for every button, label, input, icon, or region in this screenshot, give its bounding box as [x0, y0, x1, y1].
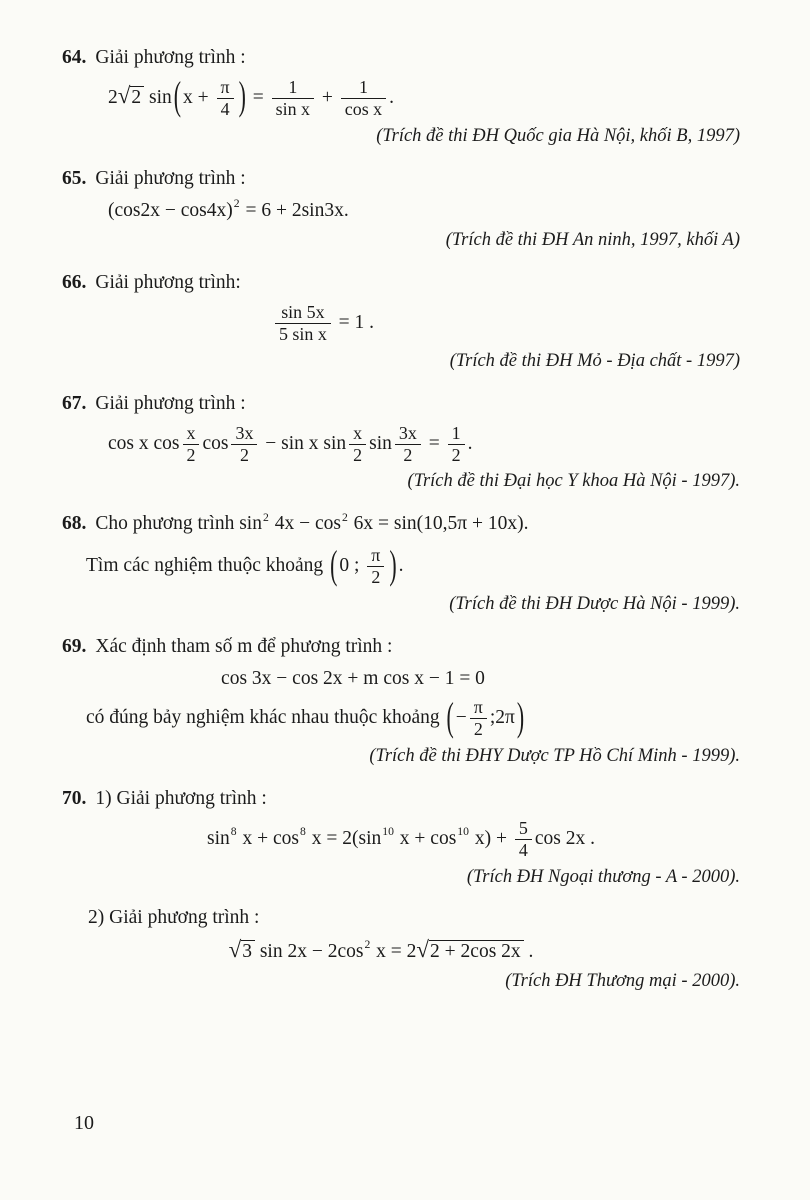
problem-67-attribution: (Trích đề thi Đại học Y khoa Hà Nội - 1997). — [407, 471, 740, 492]
problem-66-attribution: (Trích đề thi ĐH Mỏ - Địa chất - 1997) — [449, 350, 740, 371]
problem-66-equation: $\frac{\sin 5x}{\text{5 sin x}}$ = 1 . — [62, 303, 584, 344]
problem-64-head — [62, 44, 740, 71]
problem-65 — [62, 165, 740, 253]
problem-66 — [62, 269, 740, 374]
problem-67-equation: cos x cos $\frac{x}{2}$ cos $\frac{3x}{2}$ − sin x sin $\frac{x}{2}$ sin $\frac{3x}{2}$ = $\frac{1}{2}$ . — [108, 422, 473, 465]
problem-68-head — [62, 510, 740, 539]
problem-70-part2-equation: √3 $\sin 2x - 2\cos^2$ x = 2√2 + 2cos 2x . — [228, 935, 534, 962]
problem-68-attribution: (Trích đề thi ĐH Dược Hà Nội - 1999). — [449, 594, 740, 614]
problem-66-head — [62, 269, 740, 296]
problem-69-title: Xác định tham số m để phương trình : — [95, 636, 393, 657]
problem-69 — [62, 633, 740, 769]
problem-65-title: Giải phương trình : — [95, 167, 246, 189]
problem-69-head — [62, 633, 740, 660]
problem-64-equation: 2√2 sin( x + $\frac{\pi}{4}$ ) = $\frac{1}{\text{sin x}}$ + $\frac{1}{\text{cos x}}$ . — [108, 74, 395, 119]
problem-70-head — [62, 785, 740, 812]
problem-67-number: 67. — [62, 392, 87, 414]
page-number: 10 — [74, 1112, 94, 1134]
problem-70-part2-attribution: (Trích ĐH Thương mại - 2000). — [505, 971, 740, 992]
problem-69-equation: cos 3x − cos 2x + m cos x − 1 = 0 — [221, 668, 485, 689]
problem-64-number: 64. — [62, 47, 87, 68]
problem-67-head — [62, 390, 740, 417]
problem-70-part1-attribution: (Trích ĐH Ngoại thương - A - 2000). — [466, 866, 740, 887]
problem-70-part1-title: 1) Giải phương trình : — [95, 788, 267, 810]
problem-65-attribution: (Trích đề thi ĐH An ninh, 1997, khối A) — [445, 230, 740, 251]
problem-68-title-math: Cho phương trình $\sin^2 4x - \cos^2 6x = \sin(10,5\pi + 10x)$. — [95, 510, 529, 535]
problem-69-line2: có đúng bảy nghiệm khác nhau thuộc khoảng ( − $\frac{\pi}{2}$ ;2π) — [86, 694, 525, 740]
problem-65-head — [62, 165, 740, 192]
problem-67 — [62, 390, 740, 495]
problem-66-title: Giải phương trình: — [95, 272, 241, 294]
problem-64 — [62, 44, 740, 149]
problem-68-line2: Tìm các nghiệm thuộc khoảng ( 0 ; $\frac{\pi}{2}$ ) . — [86, 542, 404, 588]
problem-69-number: 69. — [62, 636, 87, 657]
problem-68 — [62, 510, 740, 617]
problem-65-equation: $(\cos 2x - \cos 4x)^2 = 6 + 2\sin 3x$. — [108, 196, 349, 221]
problem-70-part1-equation: $\sin^8 x + \cos^8 x = 2(\sin^{10}$ $x + \cos^{10} x$) + $\frac{5}{4}$ cos 2x . — [207, 818, 595, 860]
problem-70 — [62, 785, 740, 994]
problem-68-number: 68. — [62, 513, 87, 535]
problem-69-attribution: (Trích đề thi ĐHY Dược TP Hồ Chí Minh - 1999). — [369, 746, 740, 767]
problem-66-number: 66. — [62, 272, 87, 294]
problem-70-part2-title: 2) Giải phương trình : — [88, 906, 260, 928]
problem-67-title: Giải phương trình : — [95, 392, 246, 414]
problem-64-attribution: (Trích đề thi ĐH Quốc gia Hà Nội, khối B, 1997) — [376, 125, 740, 146]
problem-65-number: 65. — [62, 167, 87, 189]
problem-70-number: 70. — [62, 788, 87, 810]
problem-64-title: Giải phương trình : — [95, 47, 246, 68]
